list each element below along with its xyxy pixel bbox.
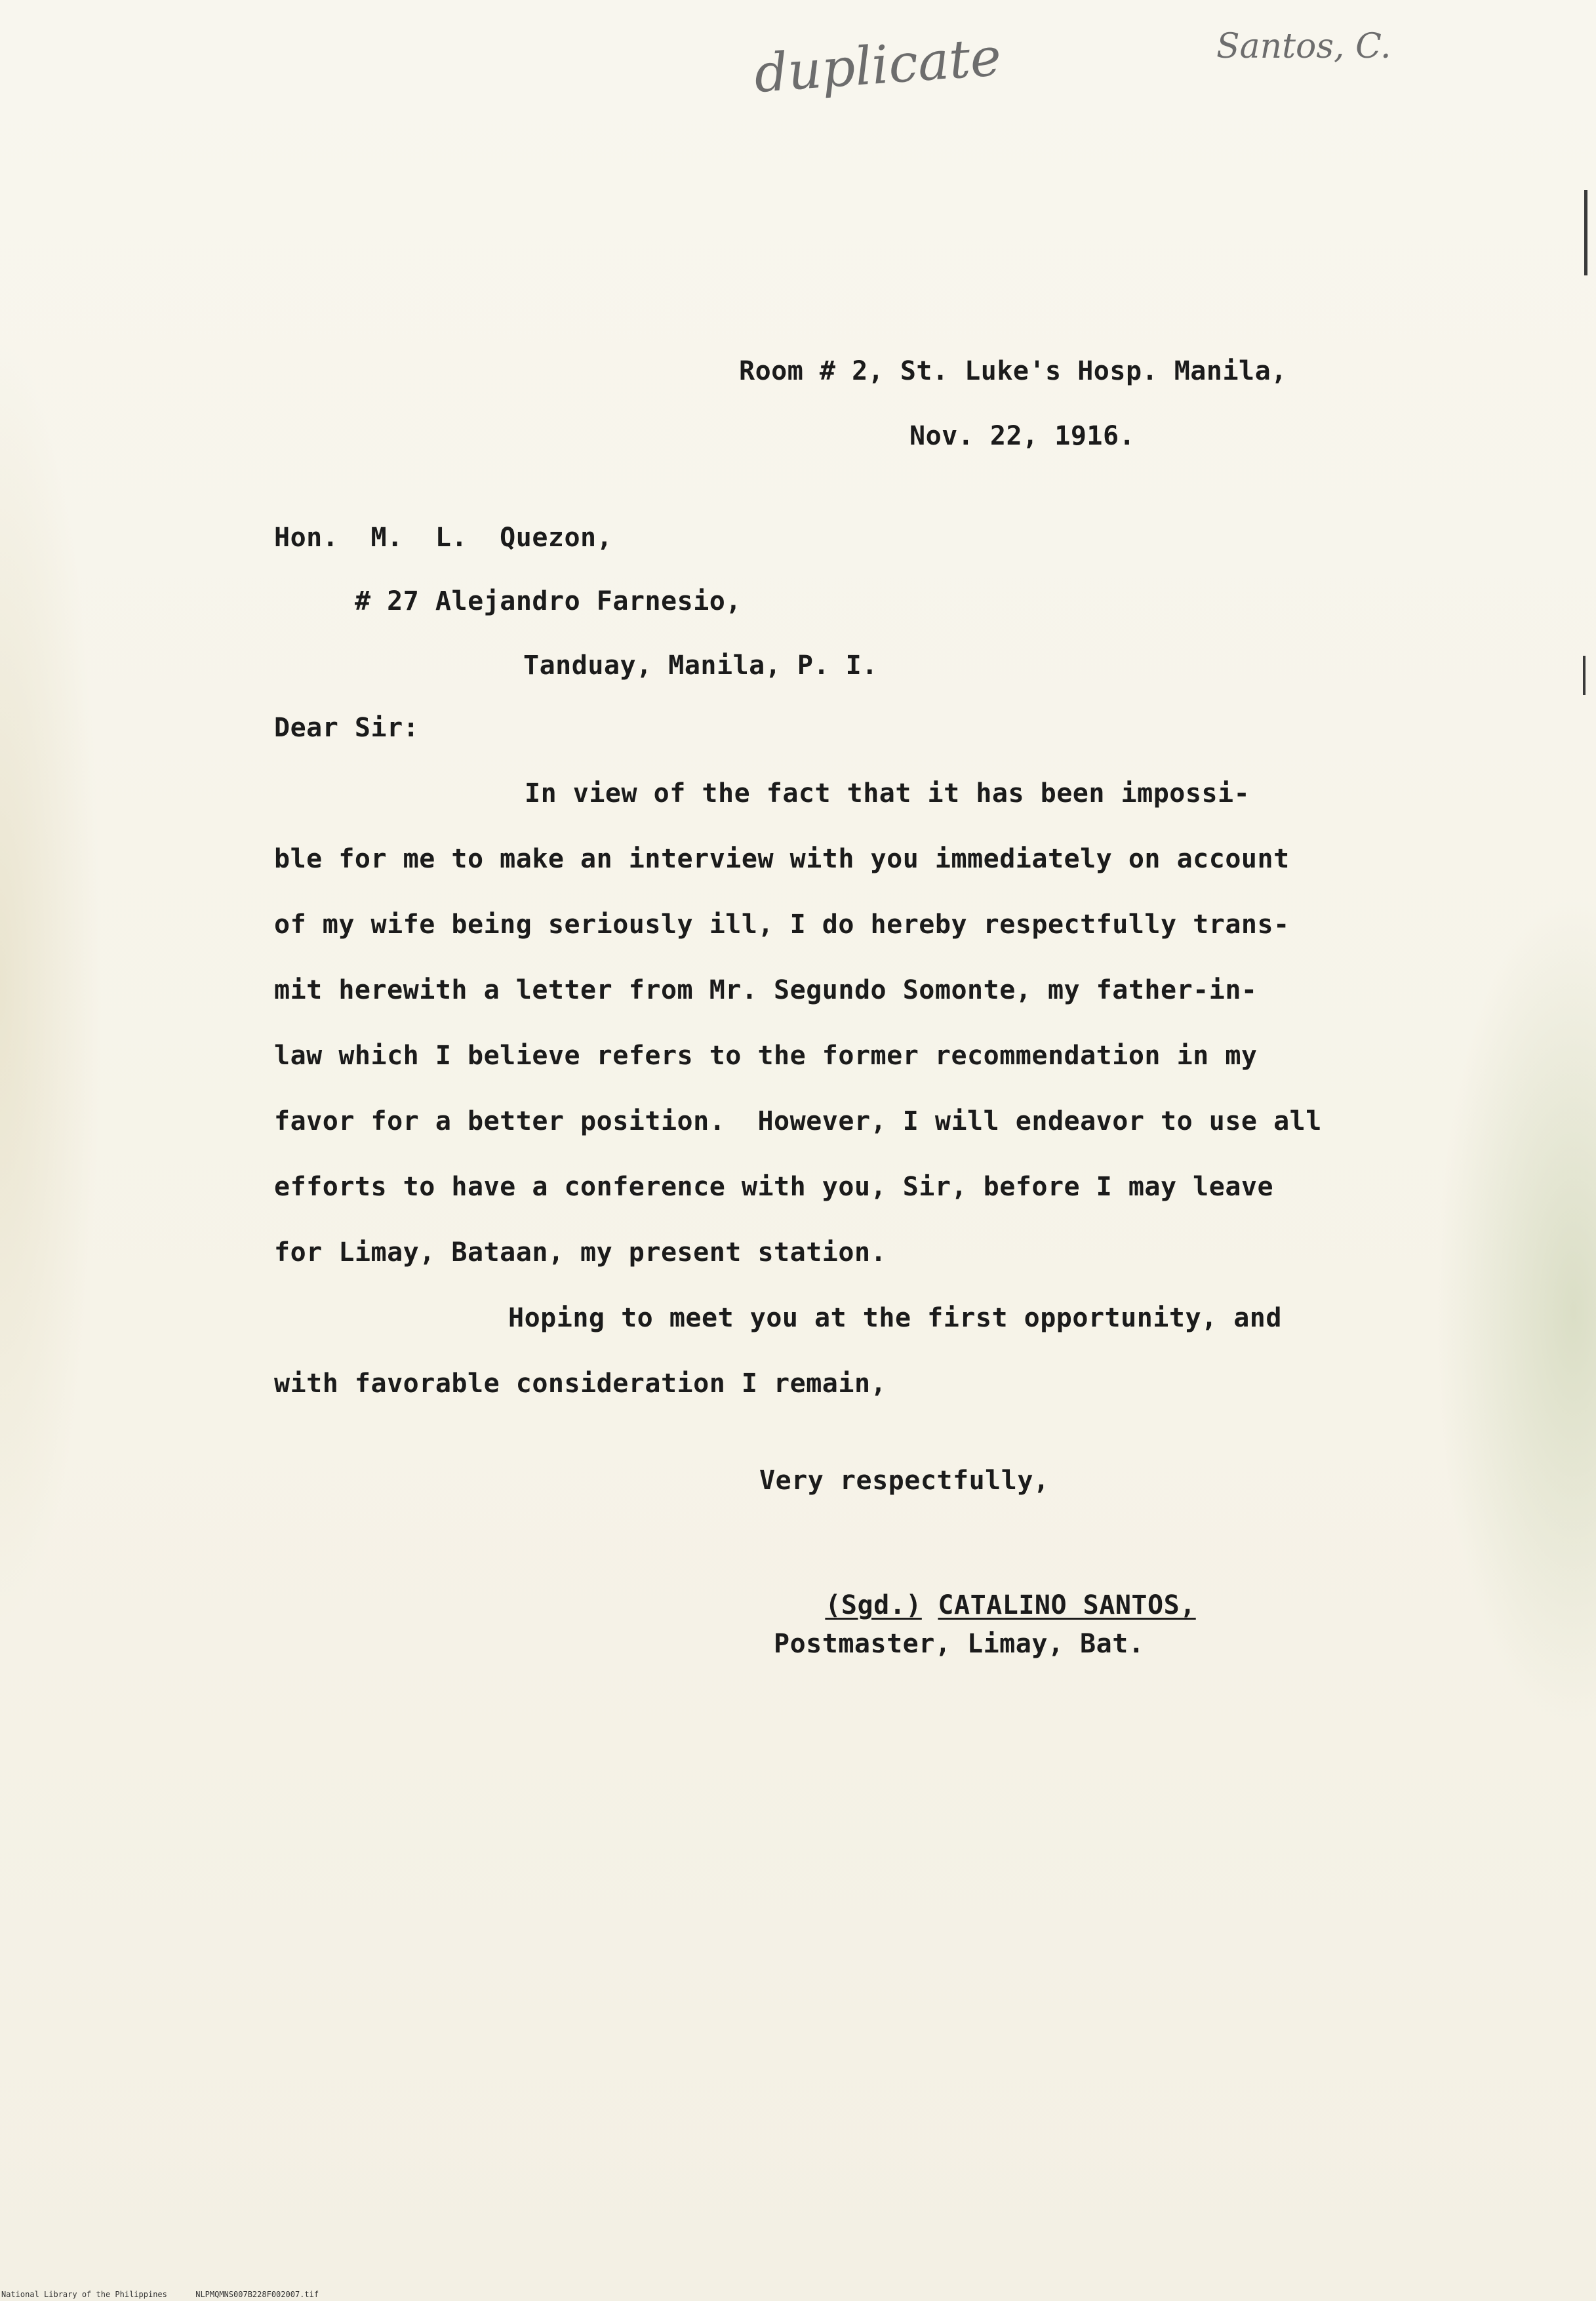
body-line: favor for a better position. However, I will endeavor to use all bbox=[274, 1106, 1322, 1136]
body-line: efforts to have a conference with you, Sir, before I may leave bbox=[274, 1172, 1274, 1202]
body-line: law which I believe refers to the former recommendation in my bbox=[274, 1041, 1258, 1071]
signer-title: Postmaster, Limay, Bat. bbox=[774, 1629, 1145, 1659]
salutation: Dear Sir: bbox=[274, 713, 420, 743]
handwritten-filing-name: Santos, C. bbox=[1216, 27, 1391, 66]
edge-mark bbox=[1584, 190, 1587, 275]
signed-marker: (Sgd.) bbox=[825, 1590, 922, 1620]
closing-line: with favorable consideration I remain, bbox=[274, 1369, 887, 1399]
recipient-city: Tanduay, Manila, P. I. bbox=[523, 650, 878, 681]
valediction: Very respectfully, bbox=[759, 1466, 1050, 1496]
recipient-street: # 27 Alejandro Farnesio, bbox=[355, 586, 742, 616]
body-line: of my wife being seriously ill, I do hereby respectfully trans- bbox=[274, 910, 1290, 940]
body-line: for Limay, Bataan, my present station. bbox=[274, 1237, 887, 1268]
handwritten-duplicate-note: duplicate bbox=[752, 26, 1003, 105]
archive-footer bbox=[1, 2290, 319, 2299]
archive-name: National Library of the Philippines bbox=[1, 2290, 167, 2299]
edge-mark bbox=[1583, 656, 1586, 695]
signer-name: CATALINO SANTOS, bbox=[938, 1590, 1196, 1620]
body-line: ble for me to make an interview with you immediately on account bbox=[274, 844, 1290, 874]
body-line: mit herewith a letter from Mr. Segundo Somonte, my father-in- bbox=[274, 975, 1258, 1005]
file-id: NLPMQMNS007B228F002007.tif bbox=[195, 2290, 319, 2299]
sender-address: Room # 2, St. Luke's Hosp. Manila, bbox=[739, 356, 1287, 386]
recipient-name: Hon. M. L. Quezon, bbox=[274, 523, 613, 553]
body-line: In view of the fact that it has been impossi- bbox=[525, 778, 1250, 809]
closing-line: Hoping to meet you at the first opportunity, and bbox=[508, 1303, 1282, 1333]
letter-date: Nov. 22, 1916. bbox=[909, 421, 1136, 451]
